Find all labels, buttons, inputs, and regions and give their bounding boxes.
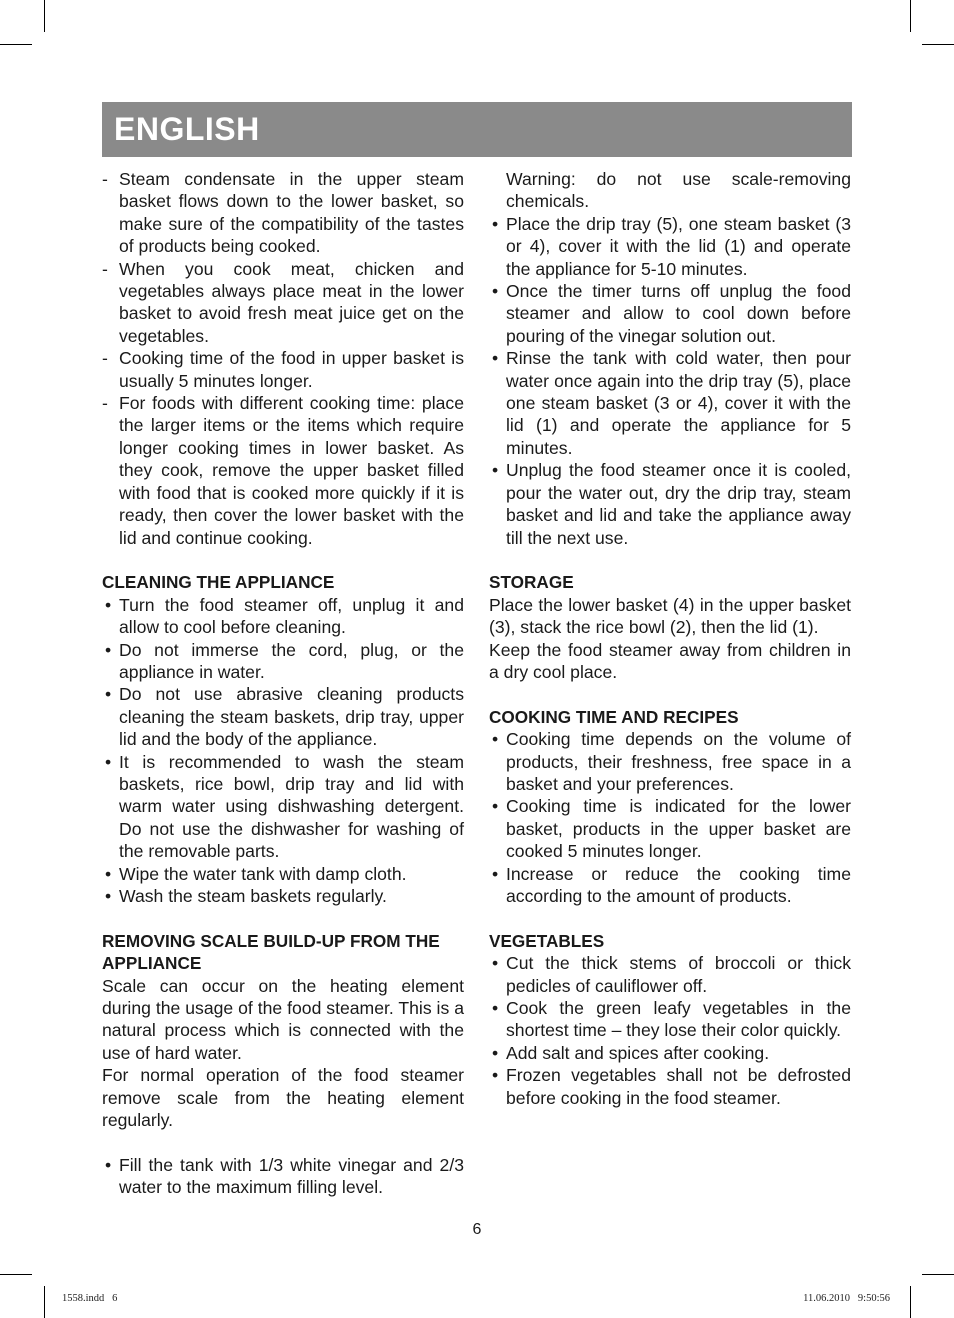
- crop-mark: [922, 1274, 954, 1275]
- scale-paragraph: For normal operation of the food steamer remove scale from the heating element regularly.: [102, 1065, 464, 1131]
- list-item: [102, 885, 464, 907]
- bullet-mark: •: [492, 863, 499, 884]
- bullet-mark: •: [105, 863, 112, 884]
- bullet-mark: •: [105, 594, 112, 615]
- cleaning-heading: CLEANING THE APPLIANCE: [102, 572, 335, 593]
- list-item: [489, 1042, 851, 1064]
- right-column: [489, 168, 851, 1109]
- cooking-heading: COOKING TIME AND RECIPES: [489, 706, 739, 727]
- footer-datetime: 11.06.2010 9:50:56: [803, 1293, 890, 1304]
- crop-mark: [0, 1274, 32, 1275]
- vegetables-heading: VEGETABLES: [489, 930, 605, 951]
- scale-heading: REMOVING SCALE BUILD-UP FROM THE APPLIANCE: [102, 930, 440, 974]
- scale-paragraph: Scale can occur on the heating element during the usage of the food steamer. This is a natural process which is connected with the use of hard water.: [102, 975, 464, 1063]
- crop-mark: [922, 44, 954, 45]
- list-item: [102, 751, 464, 863]
- list-item: [102, 683, 464, 750]
- list-item: [102, 1154, 464, 1199]
- tip-text: When you cook meat, chicken and vegetables always place meat in the lower basket to avoid fresh meat juice get on the vegetables.: [119, 258, 464, 346]
- list-item-text: Cook the green leafy vegetables in the shortest time – they lose their color quickly.: [506, 997, 851, 1041]
- list-item-text: Once the timer turns off unplug the food steamer and allow to cool down before pouring of the vinegar solution out.: [506, 281, 851, 346]
- bullet-mark: •: [492, 1065, 499, 1086]
- list-item-text: Unplug the food steamer once it is cooled, pour the water out, dry the drip tray, steam basket and lid and take the appliance away till the next use.: [506, 460, 851, 548]
- tip-text: Steam condensate in the upper steam basket flows down to the lower basket, so make sure of the compatibility of the tastes of products being cooked.: [119, 169, 464, 257]
- bullet-mark: •: [492, 1042, 499, 1063]
- bullet-mark: •: [492, 729, 499, 750]
- crop-mark: [910, 0, 911, 32]
- list-item-text: Cut the thick stems of broccoli or thick pedicles of cauliflower off.: [506, 953, 851, 996]
- crop-mark: [44, 1286, 45, 1318]
- list-item: [102, 863, 464, 885]
- banner-title: ENGLISH: [114, 111, 260, 147]
- dash-mark: -: [102, 258, 108, 279]
- list-item-text: Do not immerse the cord, plug, or the appliance in water.: [119, 639, 464, 682]
- dash-mark: -: [102, 169, 108, 189]
- bullet-mark: •: [105, 1154, 112, 1175]
- tip-item: [102, 168, 464, 258]
- list-item: [102, 639, 464, 684]
- list-item-text: It is recommended to wash the steam baskets, rice bowl, drip tray and lid with warm water using dishwashing detergent. Do not use the dishwasher for washing of the removable parts.: [119, 751, 464, 862]
- dash-mark: -: [102, 348, 108, 369]
- footer-file: 1558.indd 6: [62, 1293, 118, 1304]
- list-item-text: Frozen vegetables shall not be defrosted before cooking in the food steamer.: [506, 1065, 851, 1108]
- dash-mark: -: [102, 393, 108, 414]
- list-item-text: Do not use abrasive cleaning products cleaning the steam baskets, drip tray, upper lid and the body of the appliance.: [119, 684, 464, 750]
- list-item-text: Wash the steam baskets regularly.: [119, 885, 387, 906]
- tip-item: [102, 258, 464, 348]
- list-item: [489, 863, 851, 908]
- list-item: [489, 213, 851, 280]
- storage-paragraph: Keep the food steamer away from children in a dry cool place.: [489, 639, 851, 682]
- list-item-text: Add salt and spices after cooking.: [506, 1042, 770, 1063]
- list-item: [489, 280, 851, 347]
- list-item: [489, 1064, 851, 1109]
- list-item: [489, 728, 851, 795]
- list-item-text: Cooking time depends on the volume of products, their freshness, free space in a basket and your preferences.: [506, 729, 851, 794]
- tip-item: [102, 347, 464, 392]
- list-item: [489, 347, 851, 459]
- tip-item: [102, 392, 464, 549]
- bullet-mark: •: [105, 684, 112, 705]
- storage-heading: STORAGE: [489, 572, 574, 593]
- list-item: [102, 594, 464, 639]
- page-number: 6: [472, 1221, 482, 1238]
- bullet-mark: •: [492, 348, 499, 369]
- list-item-text: Place the drip tray (5), one steam basket (3 or 4), cover it with the lid (1) and operate the appliance for 5-10 minutes.: [506, 213, 851, 279]
- list-item: [489, 459, 851, 549]
- crop-mark: [44, 0, 45, 32]
- list-item-text: Turn the food steamer off, unplug it and allow to cool before cleaning.: [119, 594, 464, 638]
- list-item-text: Rinse the tank with cold water, then pour water once again into the drip tray (5), place one steam basket (3 or 4), cover it with the lid (1) and operate the appliance for 5 minutes.: [506, 348, 851, 458]
- language-banner: [102, 102, 852, 157]
- list-item: [489, 997, 851, 1042]
- bullet-mark: •: [105, 751, 112, 772]
- bullet-mark: •: [105, 885, 112, 906]
- list-item-text: Wipe the water tank with damp cloth.: [119, 863, 407, 884]
- bullet-mark: •: [492, 997, 499, 1018]
- list-item-text: Fill the tank with 1/3 white vinegar and 2/3 water to the maximum filling level.: [119, 1154, 464, 1198]
- crop-mark: [910, 1286, 911, 1318]
- bullet-mark: •: [492, 953, 499, 974]
- bullet-mark: •: [105, 639, 112, 660]
- warning-text: Warning: do not use scale-removing chemicals.: [506, 169, 851, 212]
- storage-paragraph: Place the lower basket (4) in the upper basket (3), stack the rice bowl (2), then the lid (1).: [489, 594, 851, 638]
- bullet-mark: •: [492, 281, 499, 302]
- crop-mark: [0, 44, 32, 45]
- tip-text: Cooking time of the food in upper basket is usually 5 minutes longer.: [119, 348, 464, 391]
- bullet-mark: •: [492, 796, 499, 817]
- bullet-mark: •: [492, 213, 499, 234]
- tip-text: For foods with different cooking time: place the larger items or the items which require longer cooking times in lower basket. As they cook, remove the upper basket filled with food that is cooked more quickly if it is ready, then cover the lower basket with the lid and continue cooking.: [119, 393, 464, 548]
- list-item: [489, 795, 851, 862]
- list-item-text: Increase or reduce the cooking time according to the amount of products.: [506, 863, 851, 906]
- bullet-mark: •: [492, 460, 499, 481]
- list-item-text: Cooking time is indicated for the lower basket, products in the upper basket are cooked 5 minutes longer.: [506, 796, 851, 862]
- list-item: [489, 952, 851, 997]
- left-column: [102, 168, 464, 1199]
